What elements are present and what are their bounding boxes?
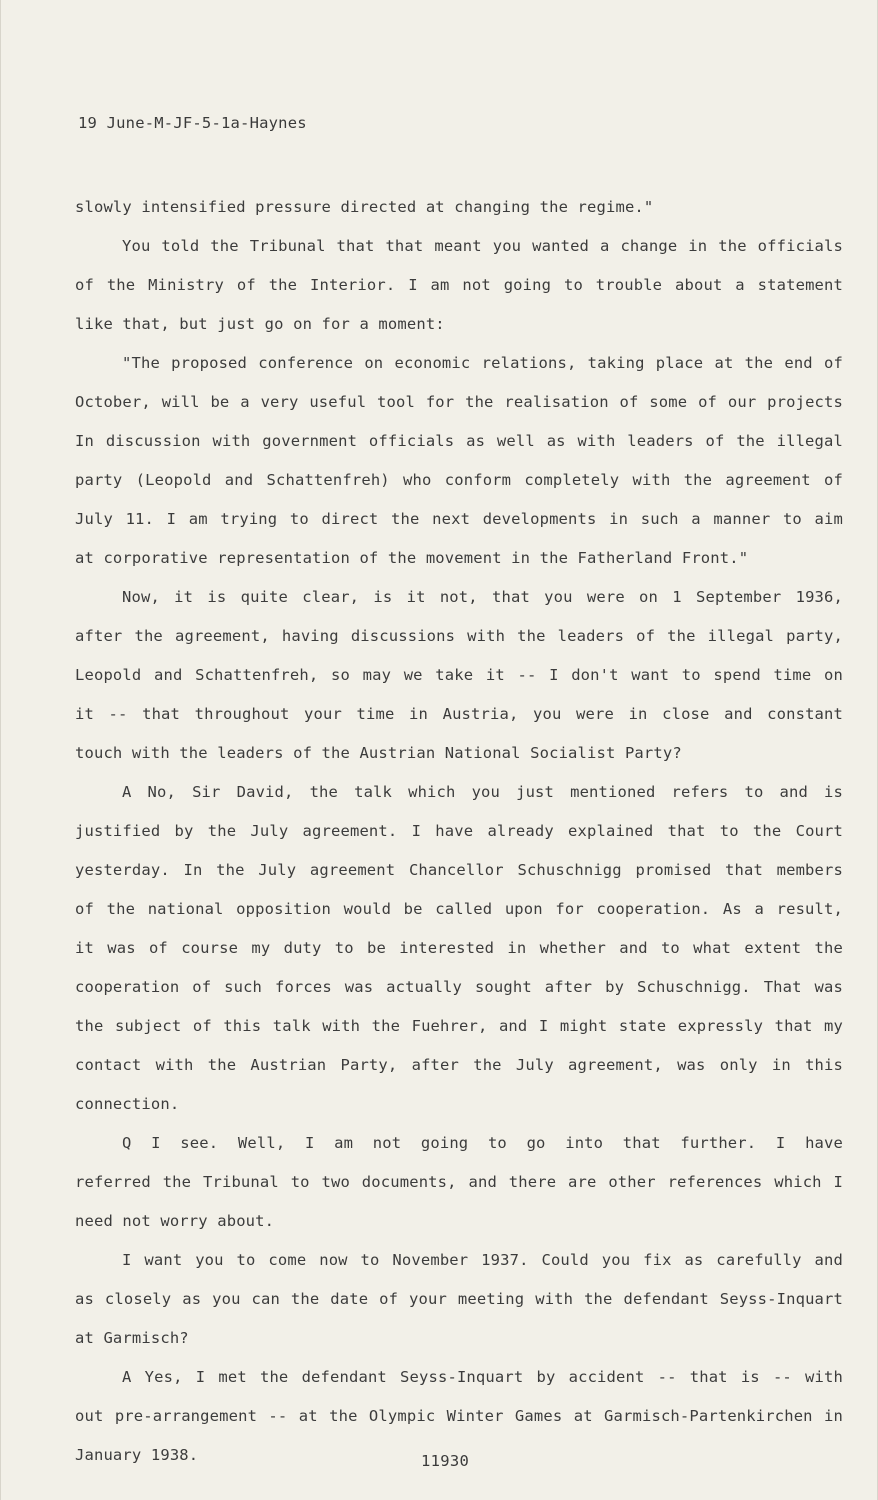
text-line: justified by the July agreement. I have already explained that to the Court — [75, 822, 843, 840]
text-line: at Garmisch? — [75, 1329, 189, 1347]
text-line: Leopold and Schattenfreh, so may we take it -- I don't want to spend time on — [75, 666, 843, 684]
text-line: it was of course my duty to be interested in whether and to what extent the — [75, 939, 843, 957]
text-line: contact with the Austrian Party, after the July agreement, was only in this — [75, 1056, 843, 1074]
text-line: A No, Sir David, the talk which you just mentioned refers to and is — [122, 783, 843, 801]
text-line: referred the Tribunal to two documents, and there are other references which I — [75, 1173, 843, 1191]
text-line: like that, but just go on for a moment: — [75, 315, 445, 333]
text-line: cooperation of such forces was actually sought after by Schuschnigg. That was — [75, 978, 843, 996]
text-line: In discussion with government officials as well as with leaders of the illegal — [75, 432, 843, 450]
text-line: need not worry about. — [75, 1212, 275, 1230]
text-line: touch with the leaders of the Austrian National Socialist Party? — [75, 744, 682, 762]
text-line: it -- that throughout your time in Austria, you were in close and constant — [75, 705, 843, 723]
transcript-body — [75, 188, 843, 1475]
text-line: October, will be a very useful tool for the realisation of some of our projects — [75, 393, 843, 411]
text-line: out pre-arrangement -- at the Olympic Winter Games at Garmisch-Partenkirchen in — [75, 1407, 843, 1425]
text-line: connection. — [75, 1095, 180, 1113]
text-line: I want you to come now to November 1937. Could you fix as carefully and — [122, 1251, 843, 1269]
text-line: after the agreement, having discussions with the leaders of the illegal party, — [75, 627, 843, 645]
text-line: the subject of this talk with the Fuehrer, and I might state expressly that my — [75, 1017, 843, 1035]
text-line: of the national opposition would be called upon for cooperation. As a result, — [75, 900, 843, 918]
text-line: party (Leopold and Schattenfreh) who conform completely with the agreement of — [75, 471, 843, 489]
text-line: yesterday. In the July agreement Chancellor Schuschnigg promised that members — [75, 861, 843, 879]
page-number: 11930 — [421, 1452, 470, 1470]
text-line: at corporative representation of the movement in the Fatherland Front." — [75, 549, 749, 567]
text-line: Q I see. Well, I am not going to go into that further. I have — [122, 1134, 843, 1152]
page-header: 19 June-M-JF-5-1a-Haynes — [78, 114, 307, 132]
text-line: of the Ministry of the Interior. I am not going to trouble about a statement — [75, 276, 843, 294]
text-line: A Yes, I met the defendant Seyss-Inquart by accident -- that is -- with — [122, 1368, 843, 1386]
text-line: "The proposed conference on economic relations, taking place at the end of — [122, 354, 843, 372]
text-line: slowly intensified pressure directed at changing the regime." — [75, 198, 654, 216]
text-line: You told the Tribunal that that meant you wanted a change in the officials — [122, 237, 843, 255]
text-line: Now, it is quite clear, is it not, that you were on 1 September 1936, — [122, 588, 843, 606]
text-line: January 1938. — [75, 1446, 199, 1464]
text-line: July 11. I am trying to direct the next developments in such a manner to aim — [75, 510, 843, 528]
text-line: as closely as you can the date of your meeting with the defendant Seyss-Inquart — [75, 1290, 843, 1308]
